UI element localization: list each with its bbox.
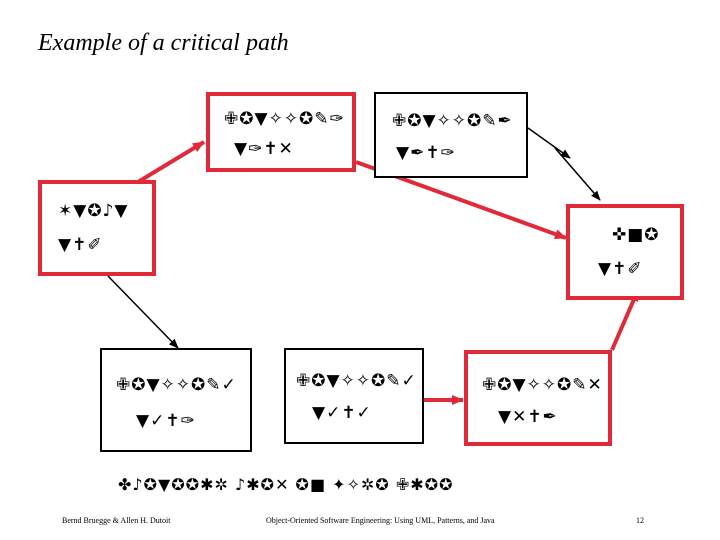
edge-start-act1 bbox=[138, 142, 204, 182]
node-act4-name: ✙✪▼✧✧✪✎✓ bbox=[296, 371, 417, 391]
node-act3 bbox=[100, 348, 252, 452]
node-end bbox=[566, 204, 684, 300]
node-act1-duration: ▼✑✝✕ bbox=[234, 139, 294, 159]
edge-act2-end-tail bbox=[555, 148, 600, 200]
diagram-caption: ✤♪✪▼✪✪✱✲ ♪✱✪✕ ✪■ ✦✧✲✪ ✙✱✪✪ bbox=[118, 475, 454, 494]
node-end-duration: ▼✝✐ bbox=[598, 259, 643, 279]
node-act5 bbox=[464, 350, 612, 446]
footer-book-title: Object-Oriented Software Engineering: Using UML, Patterns, and Java bbox=[266, 516, 495, 525]
edge-start-act3 bbox=[108, 276, 178, 348]
slide-title: Example of a critical path bbox=[38, 30, 289, 56]
node-start-name: ✶▼✪♪▼ bbox=[58, 201, 129, 221]
node-act5-name: ✙✪▼✧✧✪✎✕ bbox=[482, 375, 603, 395]
footer-authors: Bernd Bruegge & Allen H. Dutoit bbox=[62, 516, 171, 525]
node-act2-name: ✙✪▼✧✧✪✎✒ bbox=[392, 111, 513, 131]
node-act3-duration: ▼✓✝✑ bbox=[136, 411, 196, 431]
node-end-name: ✜■✪ bbox=[612, 225, 660, 245]
node-act1 bbox=[206, 92, 356, 172]
node-act3-name: ✙✪▼✧✧✪✎✓ bbox=[116, 375, 237, 395]
node-act4 bbox=[284, 348, 424, 444]
node-act2-duration: ▼✒✝✑ bbox=[396, 143, 456, 163]
edge-act2-end bbox=[528, 128, 570, 158]
node-start-duration: ▼✝✐ bbox=[58, 235, 103, 255]
node-act2 bbox=[374, 92, 528, 178]
footer-page-number: 12 bbox=[636, 516, 644, 525]
node-start bbox=[38, 180, 156, 276]
node-act4-duration: ▼✓✝✓ bbox=[312, 403, 372, 423]
node-act5-duration: ▼✕✝✒ bbox=[498, 407, 558, 427]
node-act1-name: ✙✪▼✧✧✪✎✑ bbox=[224, 109, 345, 129]
